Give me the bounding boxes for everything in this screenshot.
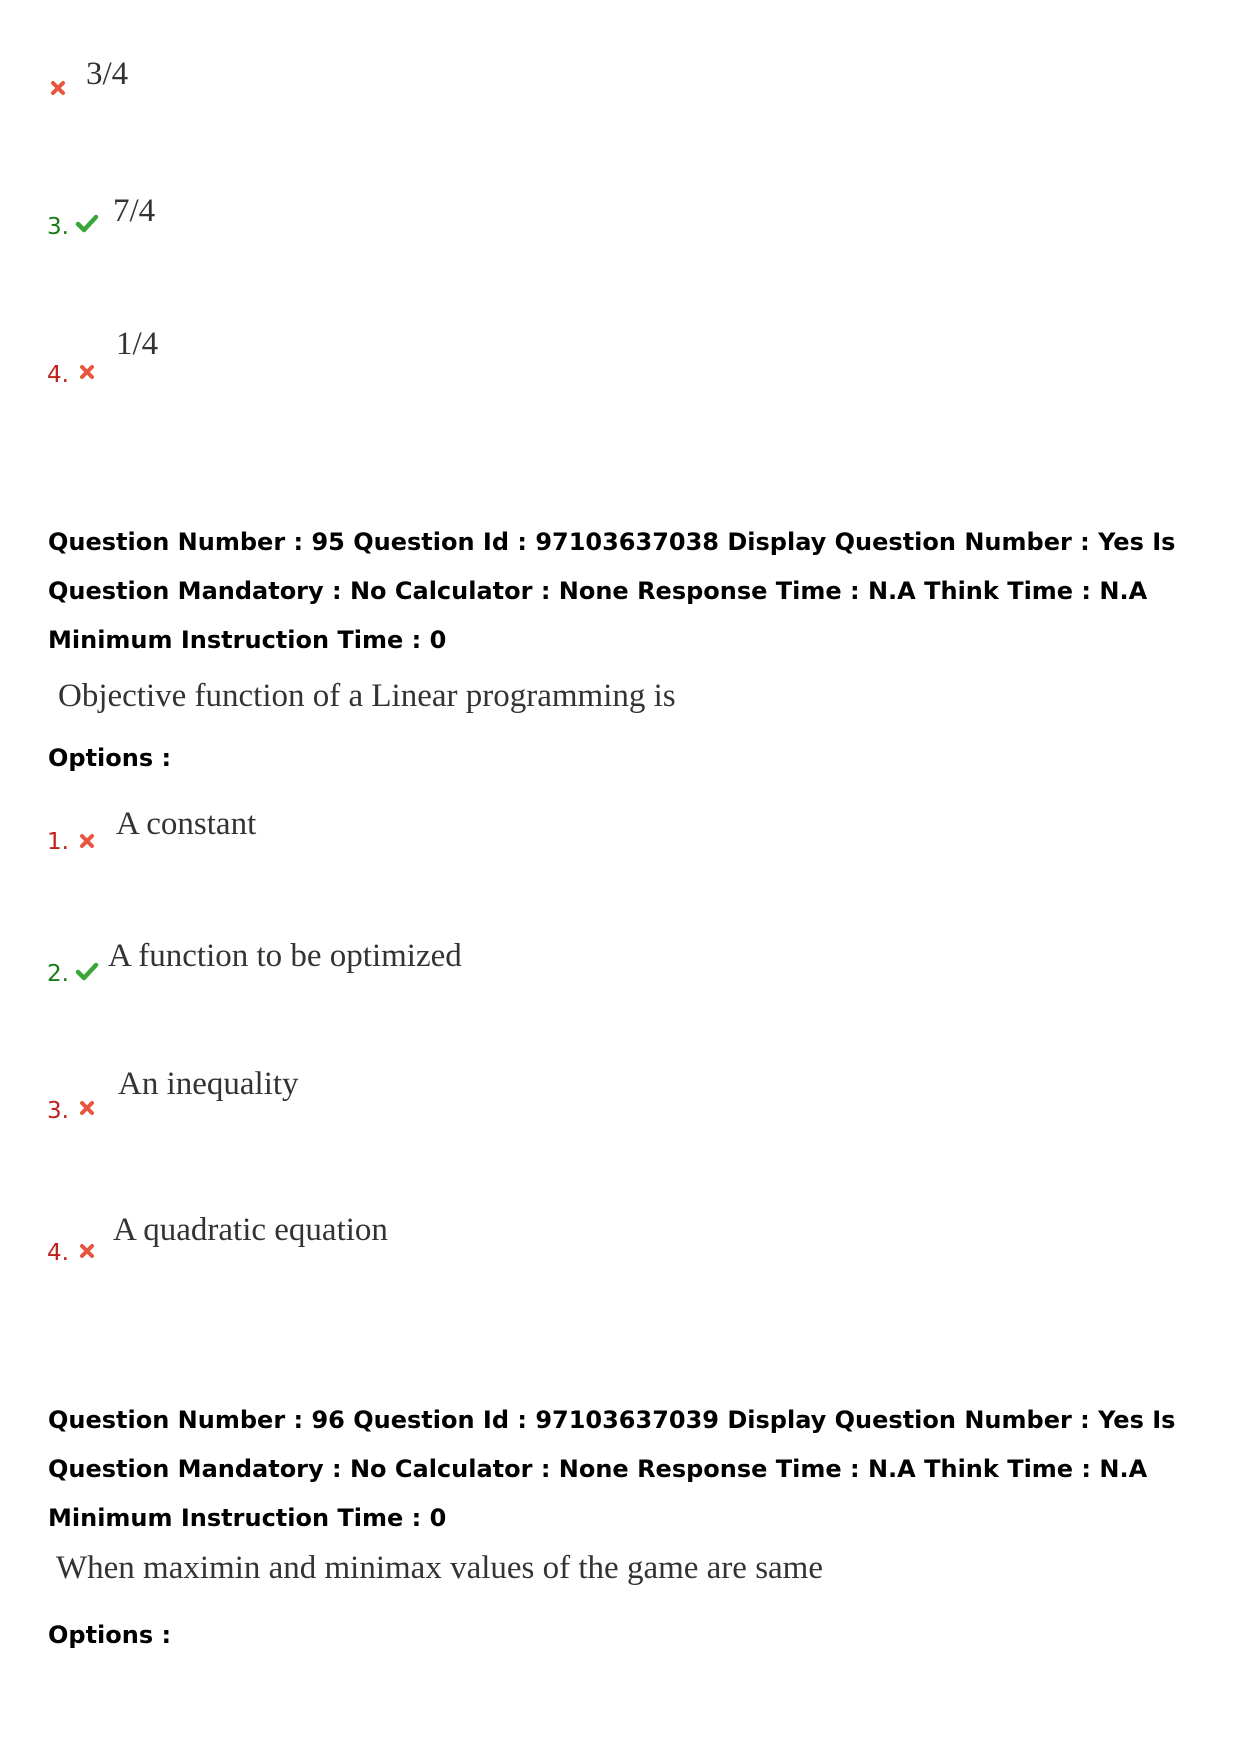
option-text: 3/4 xyxy=(86,56,129,92)
option-text: A function to be optimized xyxy=(108,938,462,974)
option-text: A constant xyxy=(116,806,257,842)
question-95-meta: Question Number : 95 Question Id : 97103637038 Display Question Number : Yes Is Question Mandatory : No Calculator : None Response Time : N.A Think Time : N.A Minimum Instruction Time : 0 xyxy=(48,528,1176,654)
cross-icon xyxy=(79,833,95,849)
cross-icon xyxy=(50,80,66,96)
checkmark-icon xyxy=(75,961,99,981)
option-text: 1/4 xyxy=(116,326,159,362)
option-text: An inequality xyxy=(118,1066,299,1102)
cross-icon xyxy=(79,1243,95,1259)
question-95-options-label: Options : xyxy=(48,744,172,772)
option-text: 7/4 xyxy=(113,193,156,229)
option-number: 3. xyxy=(47,214,69,240)
option-text: A quadratic equation xyxy=(113,1212,388,1248)
question-95-stem: Objective function of a Linear programming is xyxy=(58,678,676,714)
cross-icon xyxy=(79,364,95,380)
question-96-meta: Question Number : 96 Question Id : 97103637039 Display Question Number : Yes Is Question Mandatory : No Calculator : None Response Time : N.A Think Time : N.A Minimum Instruction Time : 0 xyxy=(48,1406,1176,1532)
checkmark-icon xyxy=(75,213,99,233)
option-number: 2. xyxy=(47,961,69,987)
option-number: 1. xyxy=(47,829,69,855)
question-96-options-label: Options : xyxy=(48,1621,172,1649)
cross-icon xyxy=(79,1100,95,1116)
option-number: 4. xyxy=(47,362,69,388)
option-number: 3. xyxy=(47,1098,69,1124)
question-96-stem: When maximin and minimax values of the game are same xyxy=(56,1550,823,1586)
option-number: 4. xyxy=(47,1240,69,1266)
